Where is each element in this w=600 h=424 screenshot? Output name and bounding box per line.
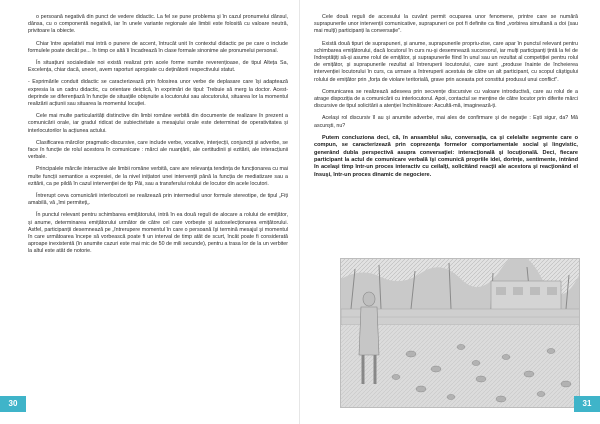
left-paragraph-5: Cele mai multe particularități distinctive din limbi române verbită din documente de realizare în prezent a comunicării orale, iar gradul ridicat de subiectivitate a mesajului orale este determinat de operativitatea și interlocutorilor la acțiunea actului.	[28, 113, 288, 134]
right-paragraph-conclusion: Putem concluziona deci, că, în ansamblul său, conversaţia, ca şi celelalte segmente care o compun, se caracterizează prin coprezenţa formelor comportamentale social şi lingvistic, generând dubla perspectivă asupra conversaţiei: interacţională şi locuţională. Deci, fiecare participant la actul de comunicare verbală îşi comunică propriile idei, dorinţe, sentimente, intrând în acelaşi timp într-un proces interactiv cu ceilalţi, solicitând reacţii ale acestora şi reacţionând el însuşi, într-un proces dinamic de negociere.	[314, 134, 578, 178]
left-paragraph-6: Clasificarea mărcilor pragmatic-discursive, care include verbe, vocative, interjecții, conjuncții și adverbe, se face în funcție de rolul acestora în comunicare : mărci ale nuanțării, ale certitudinii și ezitării, ale interacțiunii verbale.	[28, 139, 288, 161]
left-paragraph-1: o persoană negativă din punct de vedere didactic. La fel se pune problema şi în cazul pronumelui dânsul, dânsa, cu o componentă negativă, iar în unele variante regionale ale limbii este folosită cu valoare neutră, privitoare la obiecte.	[28, 14, 288, 35]
left-paragraph-2: Chiar între apelativii mai intră o punere de accent, întrucât unit în contextul didactic pe pe care o include formulele poate decât pe... în timp ce altă îi încadrează în clase formale sinonime ale pronumelui personal.	[28, 40, 288, 54]
right-paragraph-4: Acelaşi rol discursiv îl au şi anumite adverbe, mai ales de confirmare şi de negaţie : Eşti sigur, da? Mă ascunşti, nu?	[314, 115, 578, 129]
right-paragraph-2: Există două tipuri de suprapuneri, și anume, suprapunerile propriu-zise, care apar în punctul relevant pentru schimbarea emițătorului, dacă locutorul în curs nu-și desemnează succesorul, iar mulți participanți țintă la fel de îndreptățiți să-și asume rolul de emițător, și suprapunerile fiind în unul sau un rezultat al competiției pentru rolul de emițător, și suprapunerile rezultat al întreruperii locutorului, care sunt „produse înainte de încheierea intervenției locutorului în curs, ca urmare a întreruperii acestuia de către un alt participant, cu scopul câștigului rolului de emițător prin „forța de violare teritorială, grave prin aceasta pot constitui produsul unui conflict".	[314, 40, 578, 83]
right-paragraph-1: Cele două reguli de accesului la cuvânt permit ocuparea unor fenomene, printre care se numără suprapunerile unor intervenții comunicative, suprapuneri ce pot fi definite ca fiind „vorbirea simultană a doi (sau mai mulți) participanți la conversație".	[314, 14, 578, 35]
left-paragraph-7: Principalele mărcile interactive ale limbii române verbită, care are relevanța tendința de funcționarea cu mai multe funcții semantice a expresiei, de la nivel inițiatori unei intervenții până la funcția de mediatizare sau a ezitării, ca pe pildă în cazul intervenției de tip Păi, sau a transferului rolului de locutor din acele locutori.	[28, 166, 288, 187]
left-paragraph-9: În punctul relevant pentru schimbarea emițătorului, intră în ea două reguli de alocare a rolului de emițător, și anume, determinarea emițătorului următor de către cel care vorbește și autoselecționarea emițătorului. Astfel, participanții desemnează pe „întrerupere momentul în care o persoană îşi termină mesajul şi momentul în care următoarea începe să vorbească poate fi un interval de timp atât de scurt, încât poate fi considerată aproape inexistentă (în anumite cazuri este mai mic de 50 de mili secunde), pentru a trasa lor de la un verbiter la altul este atât de notorie.	[28, 212, 288, 255]
left-paragraph-8: Întrerupt ceva comunicării interlocutorii se realizează prin intermediul unor formule stereotipe, de tipul „Fiți amabilă, vă „îmi permiteți„.	[28, 193, 288, 207]
photo-street-scene-icon	[340, 258, 580, 408]
right-paragraph-3: Comunicarea se realizează adeseea prin secvențe discursive cu valoare introductivă, care au rolul de a atrage dispoziția de a comunicării cu interlocutorul. Apoi, contactul se menține de către locutor prin diferite mărci discursive de tipul solicitării a atenției închinătoare: Ascultă-mă, imaginează-ți.	[314, 88, 578, 110]
page-number-left: 30	[0, 396, 26, 412]
page-number-right: 31	[574, 396, 600, 412]
photo-sketch	[341, 259, 580, 408]
left-paragraph-3: În situațiuni socialediale noi există realizat prin acele forme numite reverențioase, de tipul Alteța Sa, Excelența, chiar dacă, uneori, avem raporturi apropiate cu deținătorii respectivului statut.	[28, 60, 288, 74]
left-paragraph-4: - Exprimările conduit didactic se caracterizează prin folosirea unor verbe de deplasare care își adaptează expresia la un cadru didactic, cu orientare deictică, în exprimări de tipul: Trebuie să merg la doctor. Acest-deprinde se diferențiază în funcție de situațiile obișnuite a locutorului sau alocutorului, situarea lor la momentul realizării acțiunii sau situarea la momentul locuției.	[28, 79, 288, 108]
